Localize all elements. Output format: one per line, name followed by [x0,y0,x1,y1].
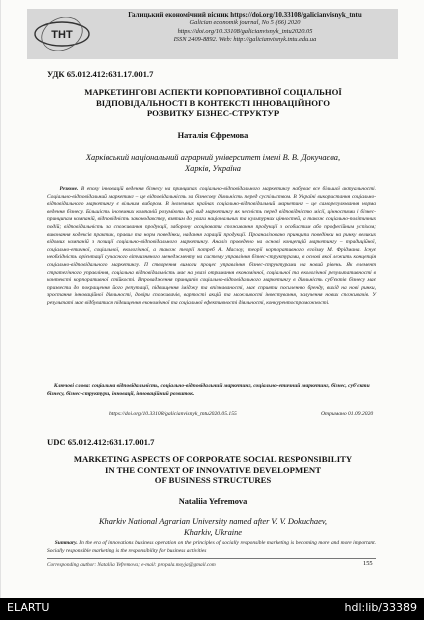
title-en-line: OF BUSINESS STRUCTURES [154,475,272,486]
title-ua-line: ВІДПОВІДАЛЬНОСТІ В КОНТЕКСТІ ІННОВАЦІЙНОГО [95,97,331,108]
title-ua-line: МАРКЕТИНГОВІ АСПЕКТИ КОРПОРАТИВНОЇ СОЦІАЛЬНОЇ [84,87,342,97]
affiliation-en-line: Kharkiv National Agrarian University named after V. V. Dokuchaev, [98,517,328,526]
affiliation-ua-line: Харків, Україна [185,163,241,173]
article-doi-link[interactable]: https://doi.org/10.33108/galicianvisnyk_tntu2020.05.155 [109,411,237,417]
logo-text: ТНТ [51,29,73,41]
keywords-ua [47,383,376,398]
title-ua [41,87,385,119]
journal-name: Галицький економічний вісник https://doi.org/10.33108/galicianvisnyk_tntu [128,11,362,19]
summary-en-text: In the era of innovations business operation on the principles of socially responsible marketing is becoming more and more important. Socially responsible marketing is the responsibility for business activities [47,540,376,554]
handle-id[interactable]: hdl:lib/33389 [344,601,417,614]
summary-en [47,540,376,555]
abstract-ua [47,186,376,308]
corresponding-author: Corresponding author: Nataliia Yefremova; e-mail: propala.moyja@gmail.com [47,562,216,568]
journal-header-text [97,11,393,45]
university-logo-icon [33,17,91,51]
udc-ua: УДК 65.012.412:631.17.001.7 [47,69,154,79]
summary-en-label: Summary. [54,540,78,546]
affiliation-en [51,517,375,538]
author-ua: Наталія Єфремова [177,131,249,140]
page-number: 155 [363,560,373,567]
keywords-ua-label: Ключові слова: [53,383,91,389]
title-en-line: MARKETING ASPECTS OF CORPORATE SOCIAL RESPONSIBILITY [73,454,353,464]
footer-divider [47,558,376,559]
title-en [41,454,385,486]
affiliation-ua-line: Харківський національний аграрний університет імені В. В. Докучаєва, [85,153,341,162]
affiliation-ua [51,153,375,174]
author-en: Nataliia Yefremova [178,497,248,506]
title-ua-line: РОЗВИТКУ БІЗНЕС-СТРУКТУР [146,108,280,119]
journal-issn-web: ISSN 2409-8892. Web: http://galicianvisnyk.tntu.edu.ua [173,36,317,44]
title-en-line: IN THE CONTEXT OF INNOVATIVE DEVELOPMENT [104,464,322,475]
received-date: Отримано 01.09.2020 [321,411,374,417]
repository-name[interactable]: ELARTU [7,601,50,614]
abstract-ua-text: В епоху інновацій ведення бізнесу на принципах соціально-відповідального маркетингу набуває все більшої актуальності. Соціально-відповідальний маркетинг – це відповідальність за бізнесову діяльність перед суспільством. В Україні використання соціально-відповідального маркетингу є вільним вибором. В іноземних країнах соціально-відповідальний маркетинг – це саморегулювання норма ведення бізнесу. Більшість іноземних компаній розуміють цей вид маркетингу як чесність перед відповідністю місії, цінностями і бізнес-принципам компаній, відповідність законодавству, взятим до уваги національних та культурних цінностей, а також соціально-політичних подій; відповідальність за споживання продукції, заборону асоціювати споживання продукції з особистим або професійним успіхом; виконання кодексів практик, правил та норм поведінки, надання гарацій продукції. Проаналізовано принципи поведінки на ринку великих відомих компаній з позиції соціально-відповідального маркетингу. Аналіз проведено на основі концепцій маркетингу – традиційної, соціально-етичної, соціальної, екологічної, а також теорії потреб А. Маслоу, теорії корпоративного егоїзму М. Фрідмана. Існує необхідність орієнтації сучасного вітчизняного менеджменту на систему управління бізнес-структурами, в основі якої лежить концепція соціально-відповідального маркетингу. П створення вимоги процес управління бізнес-структурами на новий рівень. Як елемент стратегічного управління, соціальна відповідальність має на увазі отримання економічної, соціальної та екологічної результативності в контексті корпоративної стійкості. Впровадження принципів соціально-відповідального маркетингу в діяльність суб'єктів бізнесу має призвести до покращення його репутації, підвищення іміджу та впізнаваності, має сприяти посиленню бренду, вихід на нові ринки, зростання інноваційної діяльності, довіри споживачів, вартості акцій та можливості інвестування, залучення нових споживачів. У результаті має відбуватися підвищення економічної та соціальної ефективності діяльності, конкурентоспроможності. [47,186,377,306]
affiliation-en-line: Kharkiv, Ukraine [184,527,242,537]
udc-en: UDC 65.012.412:631.17.001.7 [47,437,155,447]
journal-doi: https://doi.org/10.33108/galicianvisnyk_tntu2020.05 [177,27,313,35]
journal-header [27,9,398,59]
keywords-ua-text: соціальна відповідальність, соціально-відповідальний маркетинг, соціально-етичний маркетинг, бізнес, суб'єкти бізнесу, бізнес-структури, інновації, інноваційний розвиток. [47,383,370,397]
journal-issue: Galician economik journal, No 5 (66) 2020 [189,19,301,27]
abstract-ua-label: Резюме. [59,186,79,192]
viewer-bottom-bar [0,598,424,620]
